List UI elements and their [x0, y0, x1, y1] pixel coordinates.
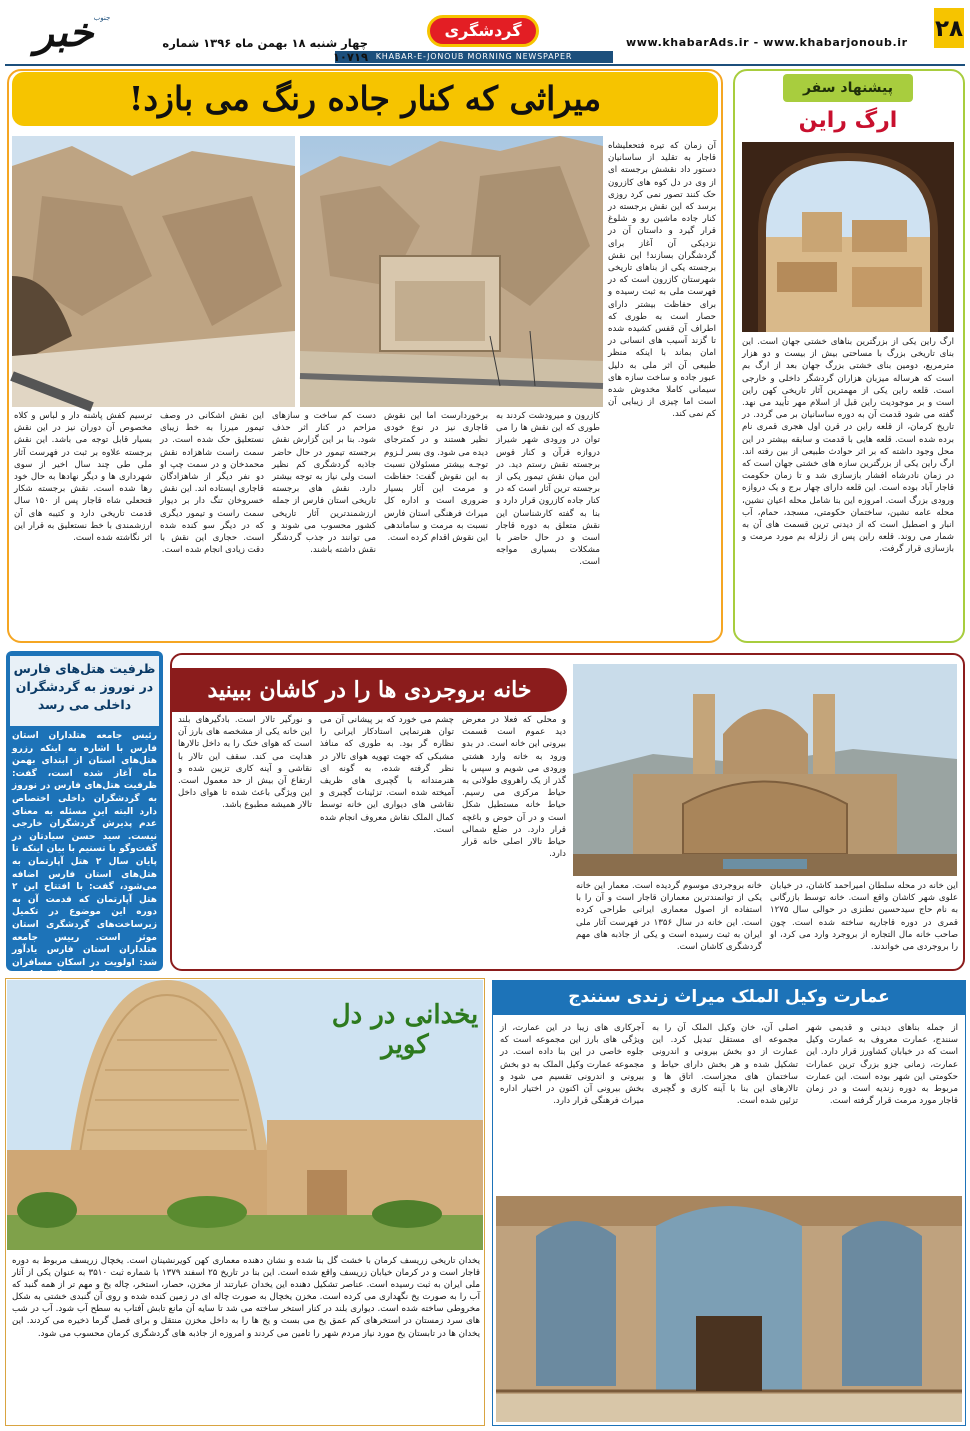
- section-label: گردشگری: [427, 15, 539, 47]
- main-headline: میراثی که کنار جاده رنگ می بازد!: [128, 79, 602, 118]
- rock-relief-photo-2: [12, 136, 295, 407]
- hotels-text: رئیس جامعه هتلداران استان فارس با اشاره به اینکه رزرو هتل‌های استان از ابتدای بهمن ماه آغاز شده است، گفت: ظرفیت هتل‌های فارس در نوروز به گردشگران داخلی اختصاص دارد البته این مسئله به معنای عدم پذیرش گردشگران خارجی نیست. سید حسن سیادتان در گفت‌وگو با تسنیم با بیان اینکه تا پایان سال ۲ هتل آپارتمان به هتل‌های استان فارس اضافه می‌شود، گفت: با افتتاح این ۲ هتل آپارتمان که قدمت آن به دوره این موضوع در تکمیل زیرساخت‌های گردشگری استان موثر است. رییس جامعه هتلداران استان فارس یادآور شد: اولویت در اسکان مسافران نوروزی هتل‌ها و مراکز اقامتی: [12, 731, 157, 981]
- main-article-col-6: ترسیم کفش پاشنه دار و لباس و کلاه مخصوص آن دوران نیز در این نقش بسیار قابل توجه می باشد. این نقش برجسته علاوه بر ثبت در فهرست آثار ملی طی چند سال اخیر از سوی شهرداری ها و دیگر نهادها به حال خود رها شده است. نقش برجسته شکار فتحعلی شاه قاجار پس از ۱۵۰ سال قدمت تاریخی دارد و کتیبه های آن ارزشمندی با خط نستعلیق به قرار این اثر نگاشته شده است.: [14, 411, 152, 544]
- vakil-col-2: اصلی آن، خان وکیل الملک آن را به مجموعه ای مستقل تبدیل کرد. این عمارت از دو بخش بیرونی و اندرونی تشکیل شده و هر بخش دارای حیاط و ساختمان های مجزاست. اتاق ها و تالارهای این بنا با آینه کاری و گچبری تزئین شده است.: [652, 1023, 798, 1107]
- website-urls[interactable]: www.khabarAds.ir - www.khabarjonoub.ir: [626, 36, 908, 49]
- main-article-col-1: آن زمان که تیره فتحعلیشاه قاجار به تقلید از ساسانیان دستور داد نقشش برجسته ای از وی در دل کوه های کازرون حک کنند تصور نمی کرد روزی برسد که این نقش برجسته در کنار جاده ماشین رو و شلوغ قرار گیرد و داستان آن در نزدیکی آن آغاز برای گردشگران بسازند! این نقش برجسته یکی از بناهای تاریخی شهرستان کازرون است که در فهرست ملی به ثبت رسیده و برای حفاظت بیشتر دارای حصار است به طوری که اطراف آن قفس کشیده شده تا گزند آسیب های انسانی در امان بماند با اینکه منظر طبیعی آن اثر ملی به دلیل عبور جاده و ساخت سازه های سیمانی کاملا مخدوش شده است اما چیزی از زیبایی آن کم نمی کند.: [608, 141, 716, 420]
- boroujerdi-headline: خانه بروجردی ها را در کاشان ببینید: [207, 677, 532, 703]
- yakhchal-text: یخدان تاریخی زریسف کرمان با خشت گل بنا شده و نشان دهنده معماری کهن کویرنشینان است. یخچال زریسف مربوط به دوره قاجار است و در کرمان خیابان زریسف واقع شده است. این بنا در تاریخ ۲۵ اسفند ۱۳۷۹ با شماره ثبت ۳۵۱۰ به عنوان یکی از آثار ملی ایران به ثبت رسیده است. عناصر تشکیل دهنده این یخدان عبارتند از مخزن، حصار، استخر، چاله یخ و مهم تر از همه گنبد که آب را به صورت یخ نگهداری می کرده است. مخزن یخچال به صورت چاله ای در زمین کنده شده و روی آن گنبدی خشتی به شکل مخروطی ساخته شده است. دیواری بلند در کنار استخر ساخته می شد تا سایه آن مانع تابش آفتاب به سطح آب شود. آب در شب های سرد زمستان در استخرهای کم عمق یخ می بست و یخ ها را به داخل مخزن منتقل و برای فصل گرما ذخیره می کردند. این یخدان ها در تابستان یخ مورد نیاز مردم شهر را تامین می کردند و امروزه از جاذبه های گردشگری کرمان محسوب می شود.: [12, 1256, 480, 1339]
- main-article-col-2: کازرون و میرودشت کردند به طوری که این نقش ها را می توان در ورودی شهر شیراز دروازه قرآن و کنار قوس برجسته نقش رستم دید. در این میان نقش تیمور یکی از برجسته ترین آثار است که در کنار جاده کازرون قرار دارد و بنا به گفته کارشناسان این نقش متعلق به دوره قاجار است و در حال حاضر با مشکلات بسیاری مواجه است.: [496, 411, 600, 568]
- travel-suggestion-title: ارگ راین: [798, 108, 898, 133]
- main-article-col-5: این نقش اشکانی در وصف تیمور میرزا به خط زیبای نستعلیق حک شده است. در سمت راست شاهزاده نقش محمدخان و در سمت چپ او دو نفر دیگر از شاهزادگان قاجاری ایستاده اند. این نقش خسروخان تنگ دار بر دیوار سمت راست و تیمور دیگری که در دیگر سو کنده شده است. حجاری این نقش با دقت زیادی انجام شده است.: [160, 411, 264, 556]
- newspaper-name-band: KHABAR-E-JONOUB MORNING NEWSPAPER: [335, 51, 613, 63]
- vakil-mansion-photo: [496, 1196, 962, 1422]
- boroujerdi-col-4: و نورگیر تالار است. بادگیرهای بلند این خانه یکی از مشخصه های بارز آن است که هوای خنک را به داخل تالارها هدایت می کند. سقف این تالار با نقاشی و آینه کاری تزیین شده و ارتفاع آن بیش از حد معمول است. این ویژگی باعث شده تا هوای داخل تالار همیشه مطبوع باشد.: [178, 715, 312, 811]
- boroujerdi-col-3: چشم می خورد که بر پیشانی آن می توان هنرنمایی استادکار ایرانی را نظاره گر بود. به طوری که منافذ مشبکی که جهت تهویه هوای تالار در نظر گرفته شده، به گونه ای هنرمندانه با گچبری های ظریف آمیخته شده است. تزئینات گچبری و نقاشی های دیواری این خانه توسط کمال الملک نقاش معروف انجام شده است.: [320, 715, 454, 835]
- yakhchal-headline: یخدانی در دل کویر: [331, 1000, 479, 1060]
- boroujerdi-col-1: خانه بروجردی موسوم گردیده است. معمار این خانه یکی از توانمندترین معماران قاجار است و آن را با استفاده از اصول معماری ایرانی طراحی کرده است. این خانه در سال ۱۳۵۶ در فهرست آثار ملی ایران به ثبت رسیده است و یکی از جاذبه های مهم گردشگری کاشان است.: [576, 881, 762, 953]
- masthead-rule: [5, 64, 965, 66]
- rock-relief-photo-1: [300, 136, 603, 407]
- page-number: ۲۸: [934, 8, 964, 48]
- date-issue-line: چهار شنبه ۱۸ بهمن ماه ۱۳۹۶ شماره ۱۰۷۱۹: [162, 36, 368, 64]
- travel-suggestion-text: ارگ راین یکی از بزرگترین بناهای خشتی جهان است. این بنای تاریخی بزرگ با مساحتی بیش از بیست و دو هزار مترمربع، دومین بنای خشتی بزرگ جهان بعد از ارگ بم است که هرساله میزبان هزاران گردشگر داخلی و خارجی است. قلعه راین یکی از مهمترین آثار تاریخی کهن راین است و بر موجودیت راین قبل از اسلام مهر تأیید می نهد. گفته می شود قدمت آن به دوره ساسانیان بر می گردد. در تاریخ کرمان، از قلعه راین در قرن اول هجری قمری نام برده شده است. قلعه هایی با قدمت و سابقه بیشتر در این محل وجود داشته که بر اثر حوادث طبیعی از بین رفته اند. ارگ راین یکی از بزرگترین سازه های خشتی جهان است که در زمان نادرشاه افشار بازسازی شد و تا زمان حکومت قاجار آباد بوده است. این قلعه دارای چهار برج و یک دروازه ورودی بزرگ است. امروزه این بنا شامل محله اعیان نشین، محله عامه نشین، ساختمان حکومتی، مسجد، حمام، آب انبار و اصطبل است که از دیدنی ترین قسمت های آن به شمار می روند. قلعه راین پس از زلزله بم مورد مرمت و بازسازی قرار گرفت.: [742, 337, 954, 555]
- vakil-headline: عمارت وکیل الملک میراث زندی سنندج: [568, 987, 890, 1007]
- vakil-col-1: از جمله بناهای دیدنی و قدیمی شهر سنندج، عمارت معروف به عمارت وکیل است که در خیابان کشاورز قرار دارد. این عمارت، زمانی جزو بزرگ ترین عمارات حکومتی این شهر بوده است. این عمارت مربوط به دوره زندیه است و در زمان قاجار مورد مرمت قرار گرفته است.: [806, 1023, 958, 1107]
- boroujerdi-house-photo: [573, 664, 957, 876]
- boroujerdi-col-2: و محلی که فعلا در معرض دید عموم است قسمت بیرونی این خانه است. در بدو ورود به خانه وارد هشتی ورودی می شویم و سپس با گذر از یک راهروی طولانی به حیاط مرکزی می رسیم. حیاط خانه مستطیل شکل است و در آن حوض و باغچه قرار دارد. در ضلع شمالی حیاط تالار اصلی خانه قرار دارد.: [462, 715, 566, 860]
- travel-suggestion-tag: پیشنهاد سفر: [783, 74, 913, 102]
- main-article-col-4: دست کم ساخت و سازهای مزاحم در کنار اثر حذف شود. بنا بر این گزارش نقش برجسته تیمور در حال حاضر جاذبه گردشگری کم نظیر است ولی نیاز به توجه بیشتر دارد. نقش های برجسته تاریخی استان فارس از جمله ارزشمندترین آثار تاریخی کشور محسوب می شوند و می توانند در جذب گردشگر نقش داشته باشند.: [272, 411, 376, 556]
- arg-rayen-photo: [742, 142, 954, 332]
- logo-mark: [8, 8, 120, 54]
- main-article-col-3: برخوردارست اما این نقوش قاجاری نیز در نوع خودی نظیر هستند و در کمترجای دیده می شود. وی بسر لـزوم توجـه بیشتر مسئولان نسبت به این نقوش گفت: حفاظت و مرمت این آثار بسیار ضروری است و اداره کل میراث فرهنگی استان فارس نسبت به مرمت و ساماندهی این نقوش اقدام کرده است.: [384, 411, 488, 544]
- logo-text: خبر: [34, 9, 94, 56]
- vakil-col-3: آجرکاری های زیبا در این عمارت، از ویژگی های بارز این مجموعه است که جلوه خاصی در این بنا داده است. در مجموعه عمارت وکیل الملک به دو بخش بیرونی و اندرونی تقسیم می شود و بخش بیرونی آن اکنون در اختیار اداره میراث فرهنگی قرار دارد.: [500, 1023, 644, 1107]
- hotels-headline: ظرفیت هتل‌های فارس در نوروز به گردشگران داخلی می رسد: [13, 661, 156, 712]
- newspaper-logo: [8, 8, 120, 54]
- logo-subtext: جنوب: [93, 14, 111, 22]
- boroujerdi-photo-caption: این خانه در محله سلطان امیراحمد کاشان، در خیابان علوی شهر کاشان واقع است. خانه توسط بازرگانی به نام حاج سیدحسین نطنزی در حوالی سال ۱۲۷۵ قمری در دوره قاجاریه ساخته شده است. چون صاحب خانه مال التجاره از بروجرد وارد می کرد، او را بروجردی می خواندند.: [770, 881, 958, 953]
